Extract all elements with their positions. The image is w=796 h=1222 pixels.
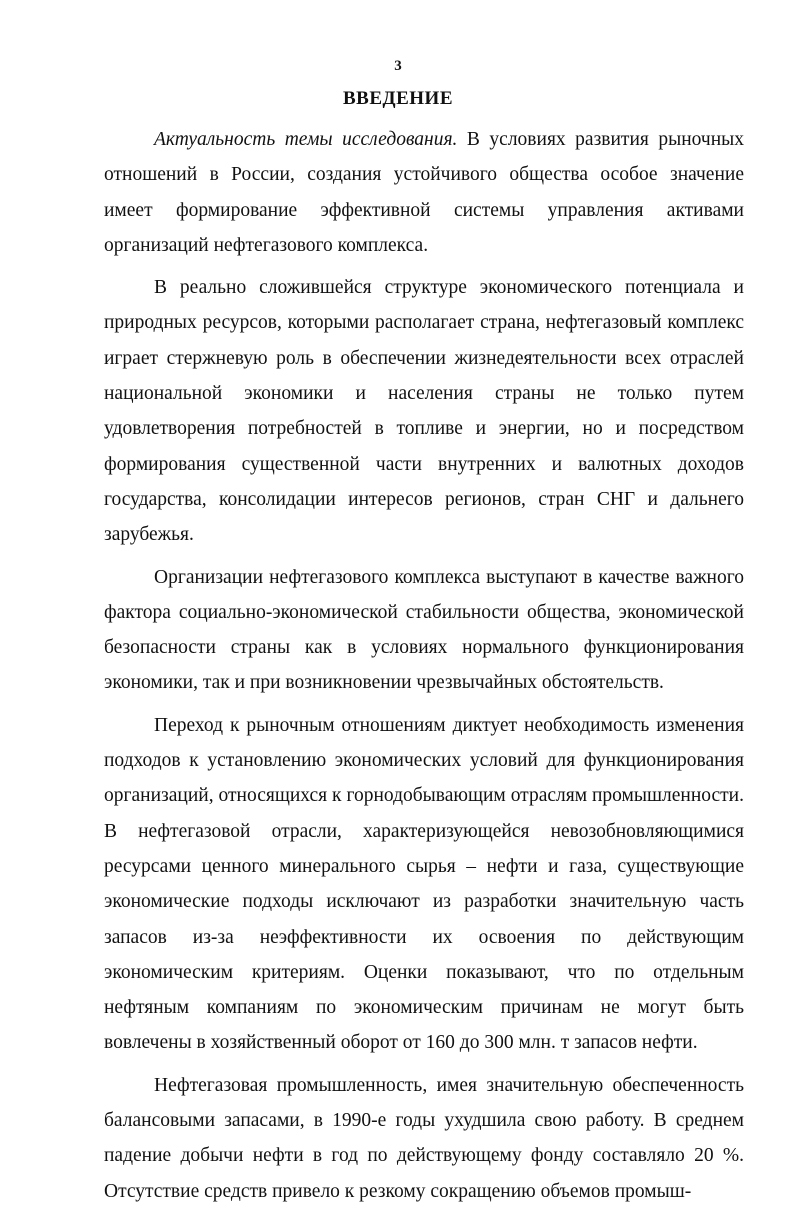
page-number: 3	[394, 58, 402, 74]
paragraph: Организации нефтегазового комплекса выступают в качестве важного фактора социально-экономической стабильности общества, экономической безопасности страны как в условиях нормального функционирования экономики, так и при возникновении чрезвычайных обстоятельств.	[104, 566, 744, 694]
paragraph: Переход к рыночным отношениям диктует необходимость изменения подходов к установлению экономических условий для функционирования организаций, относящихся к горнодобывающим отраслям промышленности. В нефтегазовой отрасли, характеризующейся невозобновляющимися ресурсами ценного минерального сырья – нефти и газа, существующие экономические подходы исключают из разработки значительную часть запасов из-за неэффективности их освоения по действующим экономическим критериям. Оценки показывают, что по отдельным нефтяным компаниям по экономическим причинам не могут быть вовлечены в хозяйственный оборот от 160 до 300 млн. т запасов нефти.	[104, 714, 744, 1054]
section-heading: ВВЕДЕНИЕ	[343, 88, 453, 109]
paragraph: Нефтегазовая промышленность, имея значительную обеспеченность балансовыми запасами, в 1990-е годы ухудшила свою работу. В среднем падение добычи нефти в год по действующему фонду составляло 20 %. Отсутствие средств привело к резкому сокращению объемов промыш-	[104, 1074, 744, 1202]
relevance-lead: Актуальность темы исследования.	[154, 129, 458, 150]
body-text	[104, 122, 744, 1216]
paragraph-relevance	[104, 122, 744, 263]
paragraph-text: В условиях развития рыночных отношений в России, создания устойчивого общества особое значение имеет формирование эффективной системы управления активами организаций нефтегазового комплекса.	[104, 129, 744, 256]
paragraph: В реально сложившейся структуре экономического потенциала и природных ресурсов, которыми располагает страна, нефтегазовый комплекс играет стержневую роль в обеспечении жизнедеятельности всех отраслей национальной экономики и населения страны не только путем удовлетворения потребностей в топливе и энергии, но и посредством формирования существенной части внутренних и валютных доходов государства, консолидации интересов регионов, стран СНГ и дальнего зарубежья.	[104, 277, 744, 546]
